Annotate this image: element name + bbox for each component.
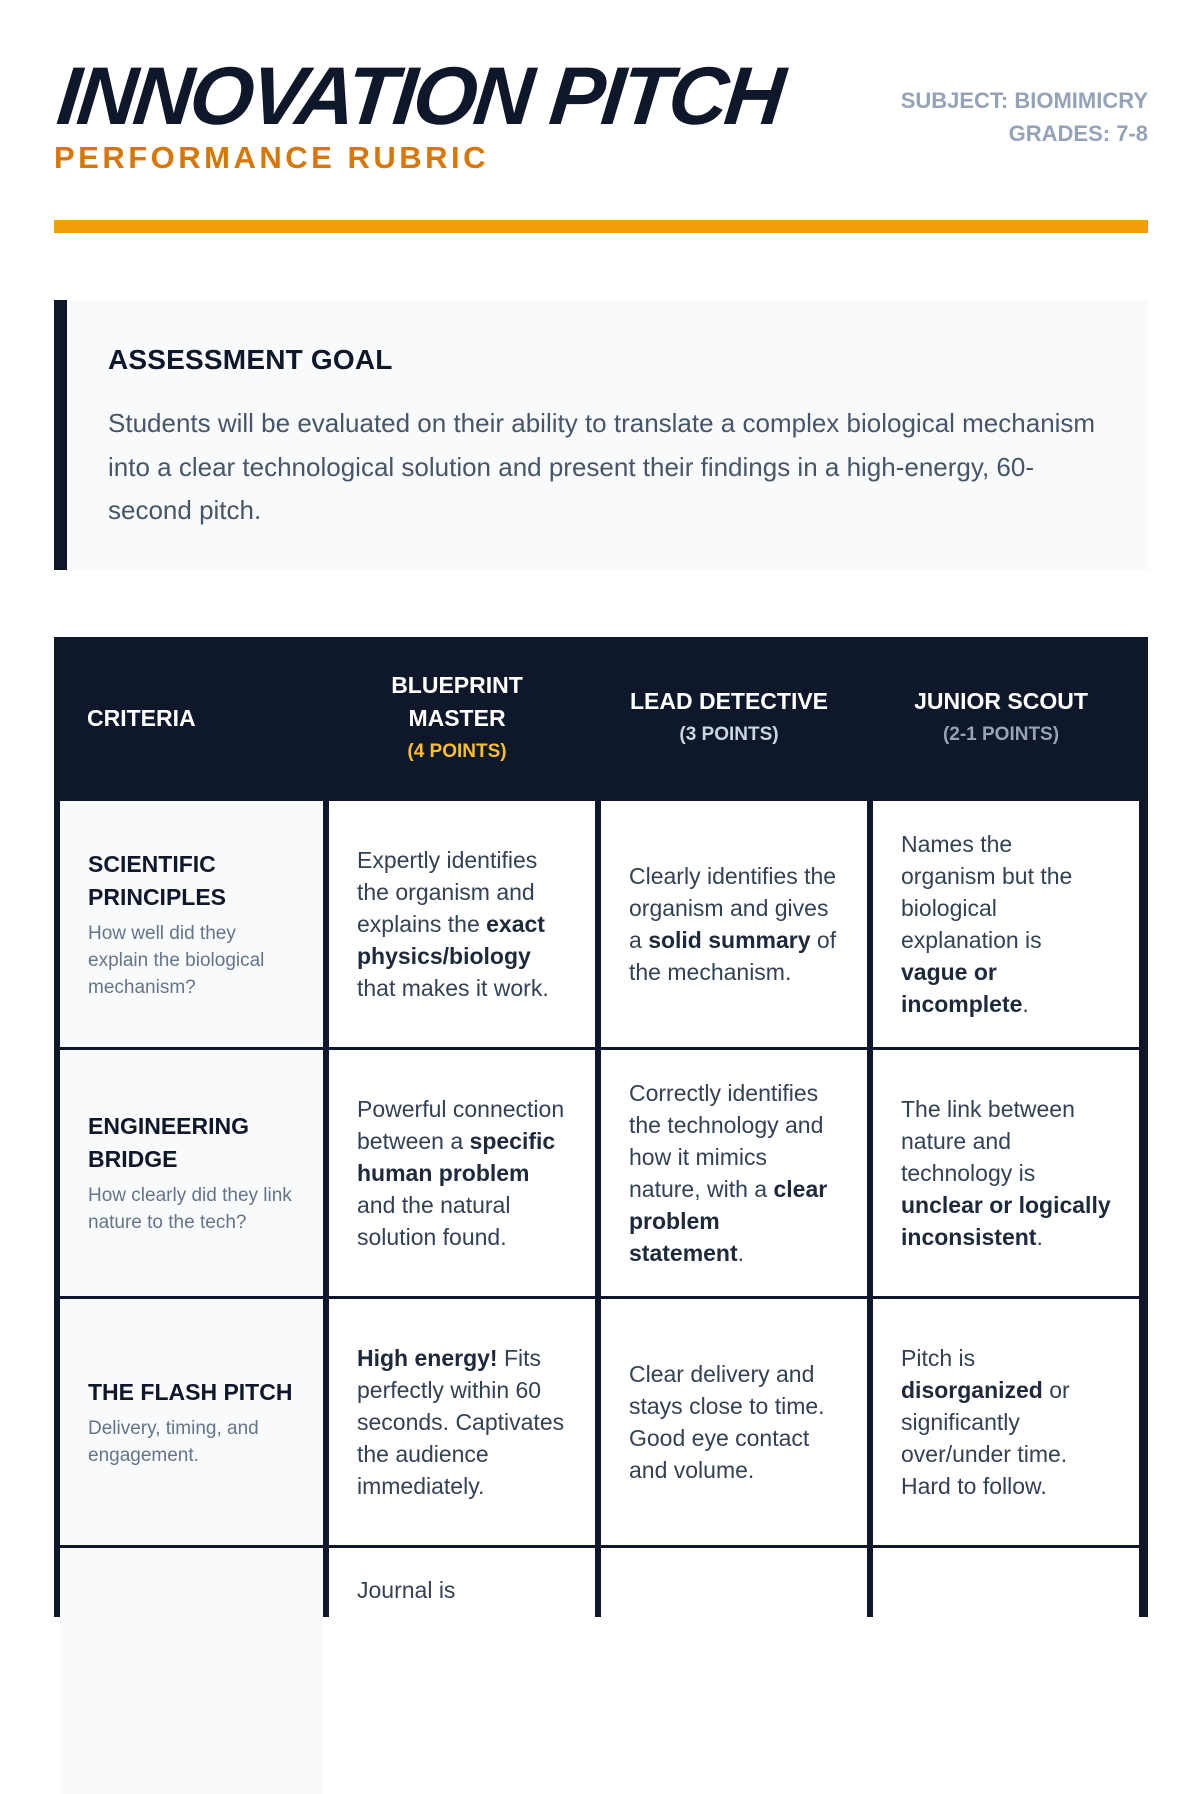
rubric-cell-text xyxy=(629,860,839,988)
column-header-criteria xyxy=(87,637,317,800)
emphasis-text: specific human problem xyxy=(357,1128,556,1186)
rubric-cell-text xyxy=(629,1077,839,1269)
rubric-cell xyxy=(873,1548,1139,1794)
cell-text: . xyxy=(1036,1224,1043,1250)
rubric-cell xyxy=(601,801,867,1047)
table-header xyxy=(54,637,1148,800)
criteria-description: How well did they explain the biological mechanism? xyxy=(88,922,265,998)
assessment-goal-box xyxy=(54,300,1148,570)
emphasis-text: exact physics/biology xyxy=(357,911,545,969)
rubric-cell-text xyxy=(901,1342,1111,1502)
goal-heading: ASSESSMENT GOAL xyxy=(108,344,393,375)
column-points: (4 POINTS) xyxy=(407,740,507,762)
criteria-title: SCIENTIFIC PRINCIPLES xyxy=(88,850,227,910)
emphasis-text: solid summary xyxy=(648,927,811,953)
rubric-cell xyxy=(601,1050,867,1296)
criteria-cell xyxy=(60,1548,323,1794)
emphasis-text: disorganized xyxy=(901,1377,1043,1403)
emphasis-text: unclear or logically inconsistent xyxy=(901,1192,1111,1250)
header-divider xyxy=(54,220,1148,233)
column-label: LEAD DETECTIVE xyxy=(629,688,829,714)
rubric-cell-text xyxy=(357,1342,567,1502)
criteria-title: THE FLASH PITCH xyxy=(88,1378,293,1405)
rubric-cell-text xyxy=(901,828,1111,1020)
meta-info xyxy=(901,84,1148,150)
column-header-lead-detective xyxy=(601,637,857,800)
criteria-cell xyxy=(60,801,323,1047)
rubric-cell xyxy=(873,1050,1139,1296)
subject-label: SUBJECT: BIOMIMICRY xyxy=(900,88,1148,113)
cell-text: Pitch is xyxy=(901,1345,976,1371)
cell-text: and the natural solution found. xyxy=(357,1192,511,1250)
column-label: CRITERIA xyxy=(87,705,196,731)
rubric-cell xyxy=(601,1548,867,1794)
cell-text: that makes it work. xyxy=(357,975,549,1001)
goal-text: Students will be evaluated on their ability to translate a complex biological mechanism into a clear technological solution and present their findings in a high-energy, 60-second pitch. xyxy=(108,408,1096,525)
cell-text: Clearly identifies the organism and gives a xyxy=(629,863,837,953)
cell-text: . xyxy=(737,1240,745,1266)
cell-text: Journal is xyxy=(357,1577,456,1603)
column-header-blueprint-master xyxy=(329,637,585,800)
rubric-cell-text xyxy=(357,844,567,1004)
emphasis-text: High energy! xyxy=(357,1345,498,1371)
rubric-cell xyxy=(329,1299,595,1545)
column-points: (3 POINTS) xyxy=(679,724,779,745)
cell-text: The link between nature and technology is xyxy=(901,1096,1075,1186)
column-points: (2-1 POINTS) xyxy=(942,724,1060,745)
cell-text: . xyxy=(1022,991,1029,1017)
rubric-cell xyxy=(873,1299,1139,1545)
criteria-description: How clearly did they link nature to the tech? xyxy=(88,1185,292,1233)
cell-text: Expertly identifies the organism and explains the xyxy=(357,847,538,937)
cell-text: of the mechanism. xyxy=(629,927,837,985)
rubric-cell xyxy=(329,801,595,1047)
page-title: INNOVATION PITCH xyxy=(53,51,787,142)
rubric-cell xyxy=(873,801,1139,1047)
emphasis-text: vague or incomplete xyxy=(901,959,1023,1017)
column-label: BLUEPRINT MASTER xyxy=(391,671,523,731)
page-subtitle: PERFORMANCE RUBRIC xyxy=(54,140,489,175)
column-header-junior-scout xyxy=(873,637,1129,800)
rubric-cell-text xyxy=(901,1093,1111,1253)
criteria-description: Delivery, timing, and engagement. xyxy=(88,1417,259,1466)
cell-text: Fits perfectly within 60 seconds. Captivates the audience immediately. xyxy=(357,1345,565,1499)
rubric-cell-text xyxy=(357,1093,567,1253)
column-label: JUNIOR SCOUT xyxy=(914,688,1088,714)
criteria-title: ENGINEERING BRIDGE xyxy=(88,1113,250,1172)
cell-text: Clear delivery and stays close to time. Good eye contact and volume. xyxy=(629,1361,825,1483)
header xyxy=(54,52,1148,182)
criteria-cell xyxy=(60,1299,323,1545)
rubric-cell xyxy=(329,1050,595,1296)
rubric-cell-text xyxy=(629,1358,839,1486)
emphasis-text: clear problem statement xyxy=(629,1176,828,1266)
rubric-cell xyxy=(329,1548,595,1794)
cell-text: Names the organism but the biological explanation is xyxy=(901,831,1073,953)
cell-text: Powerful connection between a xyxy=(357,1096,565,1154)
grades-label: GRADES: 7-8 xyxy=(1008,121,1148,146)
criteria-cell xyxy=(60,1050,323,1296)
cell-text: or significantly over/under time. Hard to follow. xyxy=(901,1377,1070,1499)
rubric-table xyxy=(54,637,1148,1617)
rubric-cell xyxy=(601,1299,867,1545)
rubric-cell-text xyxy=(357,1574,567,1606)
cell-text: Correctly identifies the technology and how it mimics nature, with a xyxy=(629,1080,824,1202)
